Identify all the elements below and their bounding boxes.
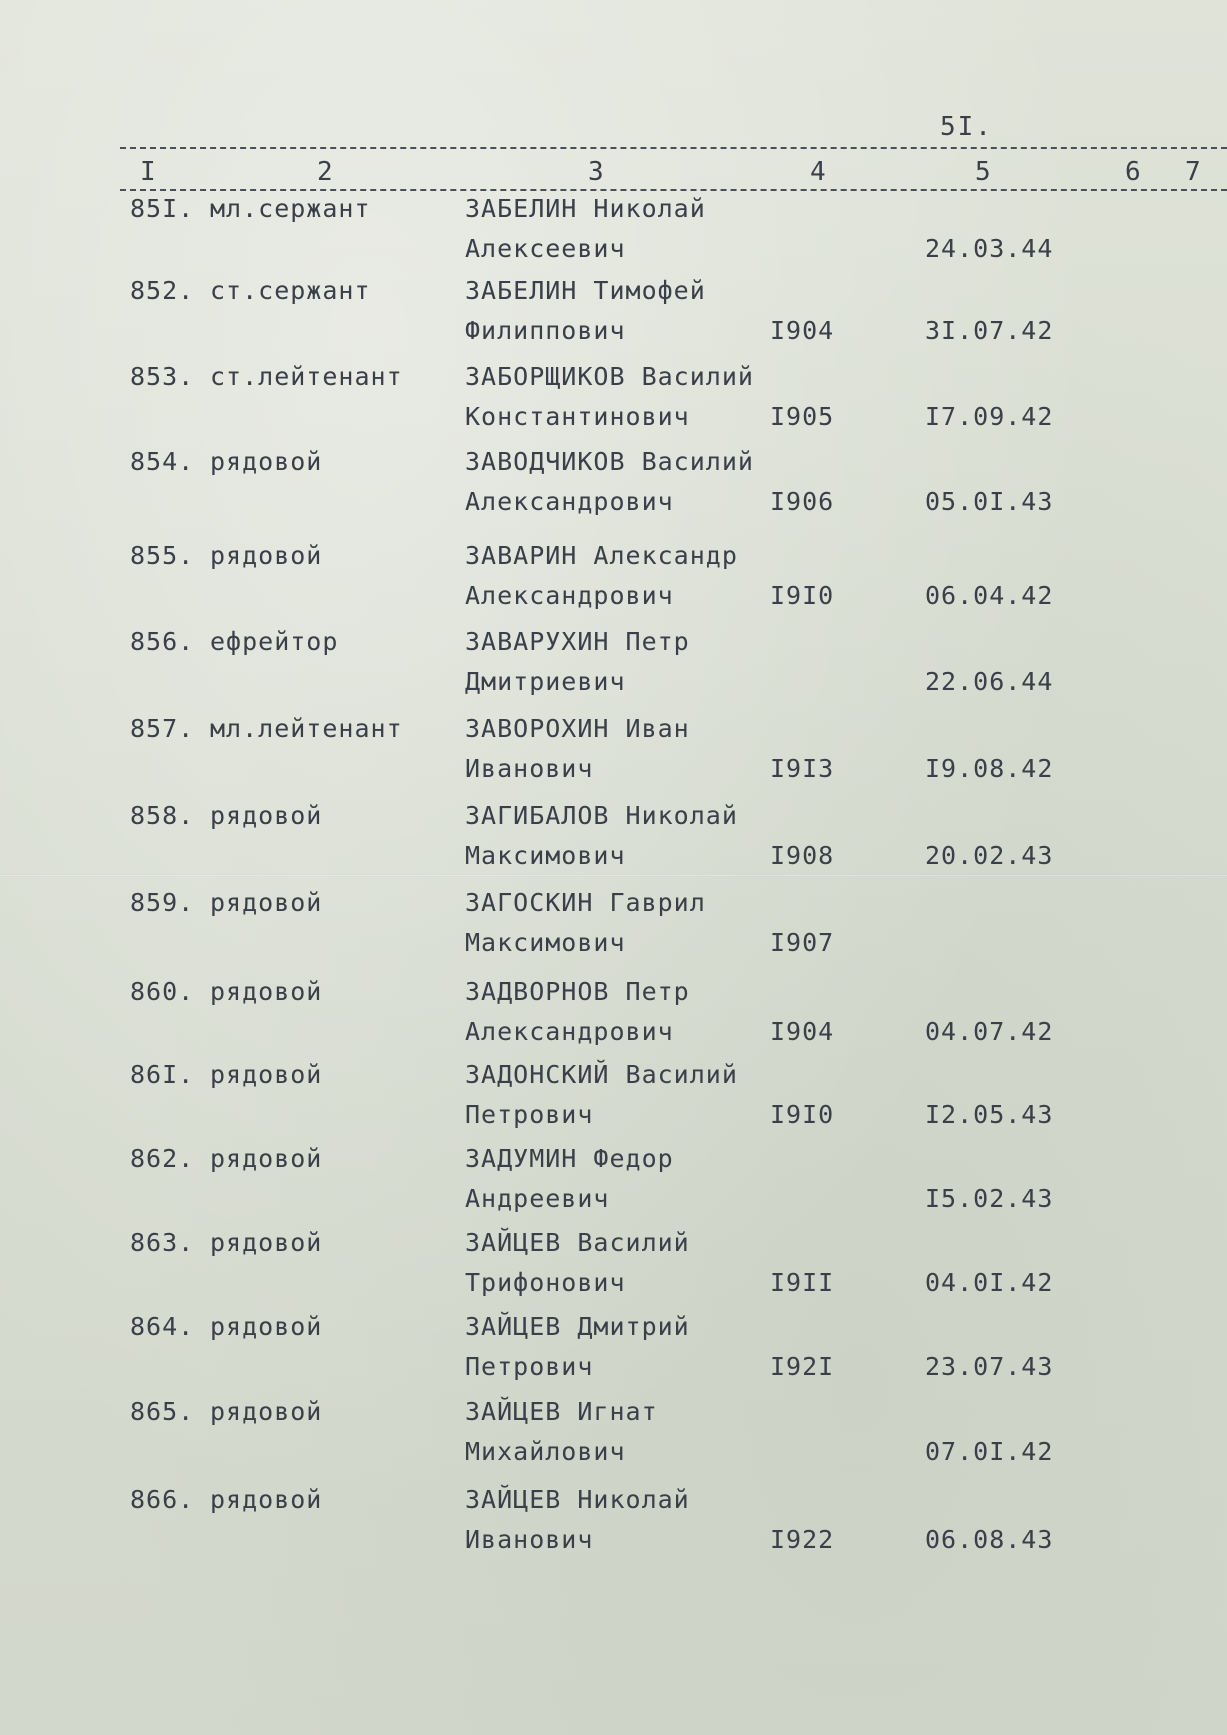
header-top-rule [120, 147, 1227, 149]
record-patronymic: Андреевич [465, 1184, 610, 1213]
record-patronymic: Максимович [465, 928, 626, 957]
record-row [0, 447, 1227, 531]
record-number: 86I. [130, 1060, 195, 1089]
record-number: 866. [130, 1485, 195, 1514]
record-number: 854. [130, 447, 195, 476]
record-rank: рядовой [210, 1312, 323, 1341]
record-date: I9.08.42 [925, 754, 1054, 783]
record-surname-name: ЗАВАРИН Александр [465, 541, 738, 570]
record-number: 856. [130, 627, 195, 656]
record-patronymic: Петрович [465, 1352, 594, 1381]
record-date: 06.08.43 [925, 1525, 1054, 1554]
record-number: 857. [130, 714, 195, 743]
record-patronymic: Филиппович [465, 316, 626, 345]
record-rank: рядовой [210, 1060, 323, 1089]
record-patronymic: Дмитриевич [465, 667, 626, 696]
column-header-2: 2 [317, 157, 333, 187]
record-rank: ефрейтор [210, 627, 339, 656]
record-birth-year: I9II [770, 1268, 835, 1297]
record-row [0, 977, 1227, 1061]
record-row [0, 194, 1227, 278]
record-patronymic: Александрович [465, 487, 674, 516]
record-date: I5.02.43 [925, 1184, 1054, 1213]
record-surname-name: ЗАВОДЧИКОВ Василий [465, 447, 754, 476]
record-number: 853. [130, 362, 195, 391]
record-surname-name: ЗАВАРУХИН Петр [465, 627, 690, 656]
record-birth-year: I9I3 [770, 754, 835, 783]
column-header-3: 3 [588, 157, 604, 187]
record-rank: рядовой [210, 1144, 323, 1173]
column-header-5: 5 [975, 157, 991, 187]
record-patronymic: Иванович [465, 1525, 594, 1554]
record-number: 860. [130, 977, 195, 1006]
column-header-6: 6 [1125, 157, 1141, 187]
record-rank: рядовой [210, 447, 323, 476]
record-birth-year: I92I [770, 1352, 835, 1381]
record-patronymic: Иванович [465, 754, 594, 783]
header-bottom-rule [120, 189, 1227, 191]
record-row [0, 888, 1227, 972]
record-date: 24.03.44 [925, 234, 1054, 263]
record-row [0, 1228, 1227, 1312]
column-header-7: 7 [1185, 157, 1201, 187]
record-surname-name: ЗАБЕЛИН Тимофей [465, 276, 706, 305]
record-date: 20.02.43 [925, 841, 1054, 870]
record-surname-name: ЗАЙЦЕВ Василий [465, 1228, 690, 1257]
record-surname-name: ЗАГИБАЛОВ Николай [465, 801, 738, 830]
record-number: 863. [130, 1228, 195, 1257]
record-birth-year: I9I0 [770, 1100, 835, 1129]
record-rank: мл.сержант [210, 194, 371, 223]
record-date: 3I.07.42 [925, 316, 1054, 345]
record-birth-year: I904 [770, 1017, 835, 1046]
record-rank: рядовой [210, 801, 323, 830]
record-patronymic: Петрович [465, 1100, 594, 1129]
record-date: 05.0I.43 [925, 487, 1054, 516]
record-birth-year: I906 [770, 487, 835, 516]
record-number: 864. [130, 1312, 195, 1341]
page-number: 5I. [940, 112, 993, 142]
record-surname-name: ЗАЙЦЕВ Николай [465, 1485, 690, 1514]
column-header-4: 4 [810, 157, 826, 187]
record-number: 85I. [130, 194, 195, 223]
record-rank: рядовой [210, 1228, 323, 1257]
record-surname-name: ЗАВОРОХИН Иван [465, 714, 690, 743]
record-number: 852. [130, 276, 195, 305]
record-number: 858. [130, 801, 195, 830]
record-row [0, 541, 1227, 625]
record-birth-year: I9I0 [770, 581, 835, 610]
record-rank: рядовой [210, 1485, 323, 1514]
record-rank: рядовой [210, 888, 323, 917]
record-surname-name: ЗАЙЦЕВ Игнат [465, 1397, 658, 1426]
record-patronymic: Трифонович [465, 1268, 626, 1297]
record-patronymic: Александрович [465, 581, 674, 610]
record-birth-year: I922 [770, 1525, 835, 1554]
record-date: 04.0I.42 [925, 1268, 1054, 1297]
record-row [0, 1485, 1227, 1569]
record-rank: ст.сержант [210, 276, 371, 305]
record-rank: рядовой [210, 1397, 323, 1426]
record-date: 04.07.42 [925, 1017, 1054, 1046]
record-row [0, 1060, 1227, 1144]
record-birth-year: I908 [770, 841, 835, 870]
record-date: 06.04.42 [925, 581, 1054, 610]
record-row [0, 1397, 1227, 1481]
column-header-1: I [140, 157, 156, 187]
record-row [0, 1312, 1227, 1396]
record-birth-year: I905 [770, 402, 835, 431]
record-rank: рядовой [210, 541, 323, 570]
record-surname-name: ЗАБОРЩИКОВ Василий [465, 362, 754, 391]
record-number: 862. [130, 1144, 195, 1173]
record-patronymic: Алексеевич [465, 234, 626, 263]
record-row [0, 1144, 1227, 1228]
record-birth-year: I907 [770, 928, 835, 957]
record-patronymic: Михайлович [465, 1437, 626, 1466]
record-patronymic: Максимович [465, 841, 626, 870]
record-date: I2.05.43 [925, 1100, 1054, 1129]
record-row [0, 276, 1227, 360]
record-number: 855. [130, 541, 195, 570]
record-date: 23.07.43 [925, 1352, 1054, 1381]
record-surname-name: ЗАГОСКИН Гаврил [465, 888, 706, 917]
record-surname-name: ЗАБЕЛИН Николай [465, 194, 706, 223]
record-birth-year: I904 [770, 316, 835, 345]
record-rank: мл.лейтенант [210, 714, 403, 743]
record-number: 859. [130, 888, 195, 917]
record-date: I7.09.42 [925, 402, 1054, 431]
record-row [0, 627, 1227, 711]
record-rank: ст.лейтенант [210, 362, 403, 391]
record-date: 22.06.44 [925, 667, 1054, 696]
record-rank: рядовой [210, 977, 323, 1006]
record-surname-name: ЗАДВОРНОВ Петр [465, 977, 690, 1006]
record-patronymic: Александрович [465, 1017, 674, 1046]
record-row [0, 362, 1227, 446]
record-surname-name: ЗАЙЦЕВ Дмитрий [465, 1312, 690, 1341]
record-number: 865. [130, 1397, 195, 1426]
record-surname-name: ЗАДУМИН Федор [465, 1144, 674, 1173]
record-surname-name: ЗАДОНСКИЙ Василий [465, 1060, 738, 1089]
record-patronymic: Константинович [465, 402, 690, 431]
record-row [0, 714, 1227, 798]
record-date: 07.0I.42 [925, 1437, 1054, 1466]
record-row [0, 801, 1227, 885]
